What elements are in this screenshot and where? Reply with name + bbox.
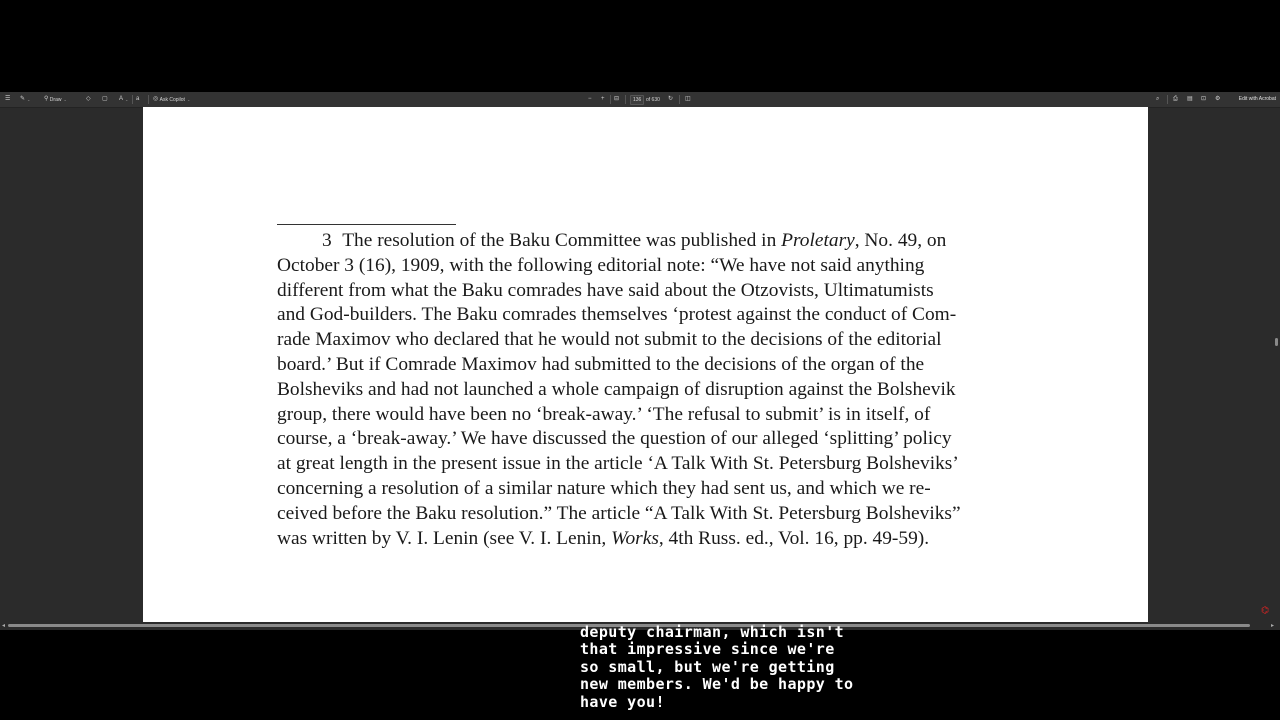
footnote-text <box>277 229 1015 551</box>
draw-button[interactable]: ⚲ Draw ⌄ <box>44 94 67 105</box>
scroll-left-icon[interactable]: ◂ <box>2 623 6 629</box>
footnote-line <box>277 329 942 350</box>
italic-title: Proletary <box>781 230 855 251</box>
read-aloud-icon[interactable]: a <box>136 96 140 102</box>
scroll-right-icon[interactable]: ▸ <box>1271 623 1275 629</box>
footnote-line <box>277 453 959 474</box>
footnote-line <box>277 404 930 425</box>
acrobat-icon[interactable]: ⌬ <box>1261 605 1269 615</box>
video-caption <box>580 624 940 711</box>
footnote-line-text: group, there would have been no ‘break-away.’ ‘The refusal to submit’ is in itself, of <box>277 403 931 425</box>
footnote-line-text: , No. 49, on <box>854 230 947 251</box>
zoom-in-button[interactable] <box>601 94 605 105</box>
caption-line: have you! <box>580 692 665 711</box>
copilot-icon: ◎ <box>153 96 159 102</box>
toolbar <box>0 92 1280 108</box>
footnote-line-text: different from what the Baku comrades have said about the Otzovists, Ultimatumists <box>277 279 934 301</box>
footnote-line <box>277 280 934 301</box>
footnote-number: 3 <box>322 230 332 251</box>
footnote-line-text: ceived before the Baku resolution.” The article “A Talk With St. Petersburg Bolsheviks” <box>277 502 961 524</box>
text-icon[interactable]: A ⌄ <box>119 96 129 102</box>
footnote-line <box>277 478 931 499</box>
caption-line: new members. We'd be happy to <box>580 675 854 694</box>
search-icon[interactable]: ⌕ <box>1156 96 1160 102</box>
caption-line: that impressive since we're <box>580 640 835 659</box>
toolbar-divider <box>132 95 133 104</box>
footnote-line <box>342 230 946 251</box>
toolbar-divider <box>148 95 149 104</box>
footnote-line <box>277 354 924 375</box>
edit-with-acrobat-button[interactable]: Edit with Acrobat <box>1238 96 1276 102</box>
ask-copilot-button[interactable]: ◎ Ask Copilot ⌄ <box>153 94 190 105</box>
toolbar-divider <box>1167 95 1168 104</box>
footnote-line <box>277 379 956 400</box>
footnote-line-text: October 3 (16), 1909, with the following editorial note: “We have not said anything <box>277 254 925 276</box>
two-page-icon[interactable]: ◫ <box>685 96 691 102</box>
footnote-separator <box>277 224 456 225</box>
save-icon[interactable]: ▤ <box>1187 96 1193 102</box>
caption-line: deputy chairman, which isn't <box>580 623 845 641</box>
footnote-line-text: rade Maximov who declared that he would not submit to the decisions of the editorial <box>277 329 942 351</box>
footnote-line <box>277 304 956 325</box>
footnote-line-text: at great length in the present issue in the article ‘A Talk With St. Petersburg Bolsheviks’ <box>277 453 959 475</box>
vertical-scrollbar-thumb[interactable] <box>1275 338 1278 346</box>
toolbar-divider <box>679 95 680 104</box>
footnote-line-text: , 4th Russ. ed., Vol. 16, pp. 49-59). <box>658 527 930 549</box>
eraser-icon[interactable]: ◇ <box>86 96 91 102</box>
view-icon[interactable]: ▢ <box>102 96 108 102</box>
print-icon[interactable]: ⎙ <box>1173 96 1178 102</box>
toolbar-divider <box>610 95 611 104</box>
rotate-icon[interactable]: ↻ <box>668 96 674 102</box>
footnote-line-text: board.’ But if Comrade Maximov had submitted to the decisions of the organ of the <box>277 353 925 375</box>
zoom-out-button[interactable] <box>588 94 592 105</box>
menu-icon[interactable]: ☰ <box>5 96 11 102</box>
caption-line: so small, but we're getting <box>580 657 835 676</box>
page-number-input[interactable]: 136 <box>630 94 644 105</box>
draw-label: Draw <box>49 96 62 103</box>
highlight-icon[interactable]: ✎ ⌄ <box>20 96 31 102</box>
page-total: of 630 <box>646 96 660 103</box>
fit-page-icon[interactable]: ⊟ <box>614 96 620 102</box>
footnote-line <box>277 428 952 449</box>
footnote-line-text: was written by V. I. Lenin (see V. I. Lenin, <box>277 527 612 549</box>
zoom-out-icon: − <box>588 96 592 102</box>
pdf-viewer-window <box>0 92 1280 630</box>
settings-icon[interactable]: ⚙ <box>1215 96 1221 102</box>
italic-title: Works <box>611 527 659 549</box>
footnote-line-text: concerning a resolution of a similar nature which they had sent us, and which we re- <box>277 477 931 499</box>
draw-icon: ⚲ <box>44 96 49 102</box>
ask-copilot-label: Ask Copilot <box>159 96 185 103</box>
footnote-line <box>277 255 924 276</box>
pdf-page <box>143 107 1148 622</box>
footnote-line <box>277 528 929 549</box>
footnote-line-text: Bolsheviks and had not launched a whole campaign of disruption against the Bolshevik <box>277 378 956 400</box>
footnote-line <box>277 503 961 524</box>
toolbar-divider <box>625 95 626 104</box>
footnote-line-text: and God-builders. The Baku comrades themselves ‘protest against the conduct of Com- <box>277 304 957 326</box>
footnote-line-text: The resolution of the Baku Committee was published in <box>342 230 782 251</box>
zoom-in-icon: + <box>601 96 605 102</box>
footnote-line-text: course, a ‘break-away.’ We have discussed the question of our alleged ‘splitting’ policy <box>277 428 952 450</box>
save-as-icon[interactable]: ⊡ <box>1201 96 1207 102</box>
